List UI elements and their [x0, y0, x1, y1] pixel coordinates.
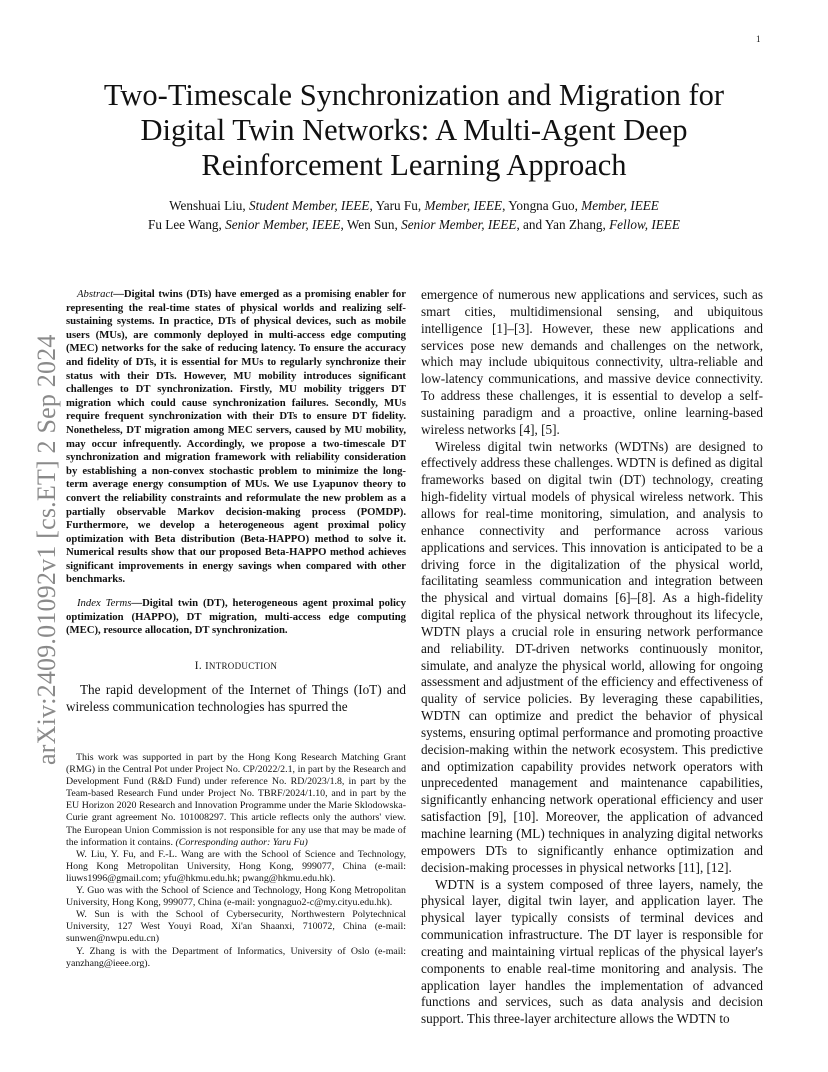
authors-line-2: Fu Lee Wang, Senior Member, IEEE, Wen Sun, Senior Member, IEEE, and Yan Zhang, Fellow, IEEE: [148, 217, 680, 232]
left-column: [66, 288, 406, 715]
section-title: INTRODUCTION: [205, 660, 278, 672]
abstract: [66, 288, 406, 587]
authors-line-1: Wenshuai Liu, Student Member, IEEE, Yaru Fu, Member, IEEE, Yongna Guo, Member, IEEE: [169, 198, 659, 213]
footnote-corresponding: (Corresponding author: Yaru Fu): [175, 836, 308, 848]
index-terms-text: —Digital twin (DT), heterogeneous agent proximal policy optimization (HAPPO), DT migration, multi-access edge computing (MEC), resource allocation, DT synchronization.: [66, 597, 407, 637]
intro-paragraph-layers: WDTN is a system composed of three layers, namely, the physical layer, digital twin layer, and application layer. The physical layer typically consists of terminal devices and communication infrastructure. The DT layer is responsible for creating and maintaining virtual replicas of the physical layer's components to enable real-time monitoring and analysis. The application layer handles the implementation of advanced functions and services, such as data analysis and decision support. This three-layer architecture allows the WDTN to: [421, 876, 763, 1027]
page-number: 1: [756, 34, 761, 44]
footnote-affiliation-1: W. Liu, Y. Fu, and F.-L. Wang are with the School of Science and Technology, Hong Kong Metropolitan University, Hong Kong, 999077, China (e-mail: liuws1996@gmail.com; yfu@hkmu.edu.hk; pwang@hkmu.edu.hk).: [66, 848, 406, 884]
author-list: [60, 196, 768, 234]
footnote-funding: [66, 752, 406, 849]
footnote-funding-text: This work was supported in part by the Hong Kong Research Matching Grant (RMG) in the Central Pot under Project No. CP/2022/2.1, in part by the Research and Development Fund (R&D Fund) under reference No. RD/2023/1.8, in part by the Team-based Research Fund under Project No. TBRF/2024/1.10, and in part by the EU Horizon 2020 Research and Innovation Programme under the Marie Sklodowska-Curie grant agreement No. 101008297. This article reflects only the authors' view. The European Union Commission is not responsible for any use that may be made of the information it contains.: [66, 752, 406, 848]
intro-paragraph-1: The rapid development of the Internet of Things (IoT) and wireless communication technologies has spurred the: [66, 681, 406, 714]
section-heading: [66, 660, 406, 672]
abstract-lead: Abstract: [77, 288, 114, 300]
footnote-affiliation-4: Y. Zhang is with the Department of Informatics, University of Oslo (e-mail: yanzhang@ieee.org).: [66, 945, 406, 969]
intro-paragraph-wdtn: Wireless digital twin networks (WDTNs) are designed to effectively address these challenges. WDTN is defined as digital frameworks based on digital twin (DT) technology, creating high-fidelity virtual models of physical wireless network. This allows for real-time monitoring, simulation, and analysis to enhance connectivity and performance across various applications and services. This innovation is anticipated to be a driving force in the digitalization of the physical world, facilitating seamless communication and integration between the physical and virtual domains [6]–[8]. As a high-fidelity digital replica of the physical network throughout its lifecycle, WDTN plays a crucial role in ensuring network performance and reliability. DT-driven networks continuously monitor, simulate, and analyze the physical world, allowing for ongoing assessment and adjustment of the efficiency and effectiveness of quality of service policies. By leveraging these capabilities, WDTN can optimize and predict the behavior of physical systems, ensuring optimal performance and promoting proactive decision-making within the network ecosystem. This predictive and optimization capability provides network operators with unprecedented management and maintenance capabilities, significantly enhancing network operational efficiency and user satisfaction [9], [10]. Moreover, the application of advanced machine learning (ML) techniques in analyzing digital networks empowers DTs to significantly enhance optimization and decision-making processes in physical networks [11], [12].: [421, 438, 763, 875]
right-column: [421, 287, 763, 1028]
footnote-affiliation-3: W. Sun is with the School of Cybersecurity, Northwestern Polytechnical University, 127 West Youyi Road, Xi'an Shaanxi, 710072, China (e-mail: sunwen@nwpu.edu.cn): [66, 909, 406, 945]
index-terms: [66, 597, 406, 638]
footnotes: [66, 752, 406, 970]
arxiv-stamp: arXiv:2409.01092v1 [cs.ET] 2 Sep 2024: [32, 334, 61, 765]
paper-title: Two-Timescale Synchronization and Migration for Digital Twin Networks: A Multi-Agent Deep Reinforcement Learning Approach: [103, 78, 725, 182]
section-number: I.: [194, 659, 206, 672]
intro-paragraph-continued: emergence of numerous new applications and services, such as smart cities, multidimensional sensing, and ubiquitous intelligence [1]–[3]. However, these new applications and services pose new demands and challenges on the network, which may include ubiquitous connectivity, ultra-reliable and low-latency communications, and massive device connectivity. To address these challenges, it is essential to develop a self-sustaining paradigm and a proactive, online learning-based wireless networks [4], [5].: [421, 287, 763, 437]
footnote-affiliation-2: Y. Guo was with the School of Science and Technology, Hong Kong Metropolitan University, Hong Kong, 999077, China (e-mail: yongnaguo2-c@my.cityu.edu.hk).: [66, 885, 406, 909]
index-terms-lead: Index Terms: [77, 597, 132, 610]
abstract-text: —Digital twins (DTs) have emerged as a promising enabler for representing the real-time states of physical worlds and realizing self-sustaining systems. In practice, DTs of physical devices, such as mobile users (MUs), are commonly deployed in multi-access edge computing (MEC) networks for the sake of reducing latency. To ensure the accuracy and fidelity of DTs, it is essential for MUs to regularly synchronize their status with their DTs. However, MU mobility introduces significant challenges to DT synchronization. Firstly, MU mobility triggers DT migration which could cause synchronization failures. Secondly, MUs require frequent synchronization with their DTs to ensure DT fidelity. Nonetheless, DT migration among MEC servers, caused by MU mobility, may occur infrequently. Accordingly, we propose a two-timescale DT synchronization and migration framework with reliability consideration by establishing a non-convex stochastic problem to minimize the long-term average energy consumption of MUs. We use Lyapunov theory to convert the reliability constraints and reformulate the new problem as a partially observable Markov decision-making process (POMDP). Furthermore, we develop a heterogeneous agent proximal policy optimization with Beta distribution (Beta-HAPPO) method to solve it. Numerical results show that our proposed Beta-HAPPO method achieves significant improvements in energy savings when compared with other benchmarks.: [66, 288, 406, 586]
